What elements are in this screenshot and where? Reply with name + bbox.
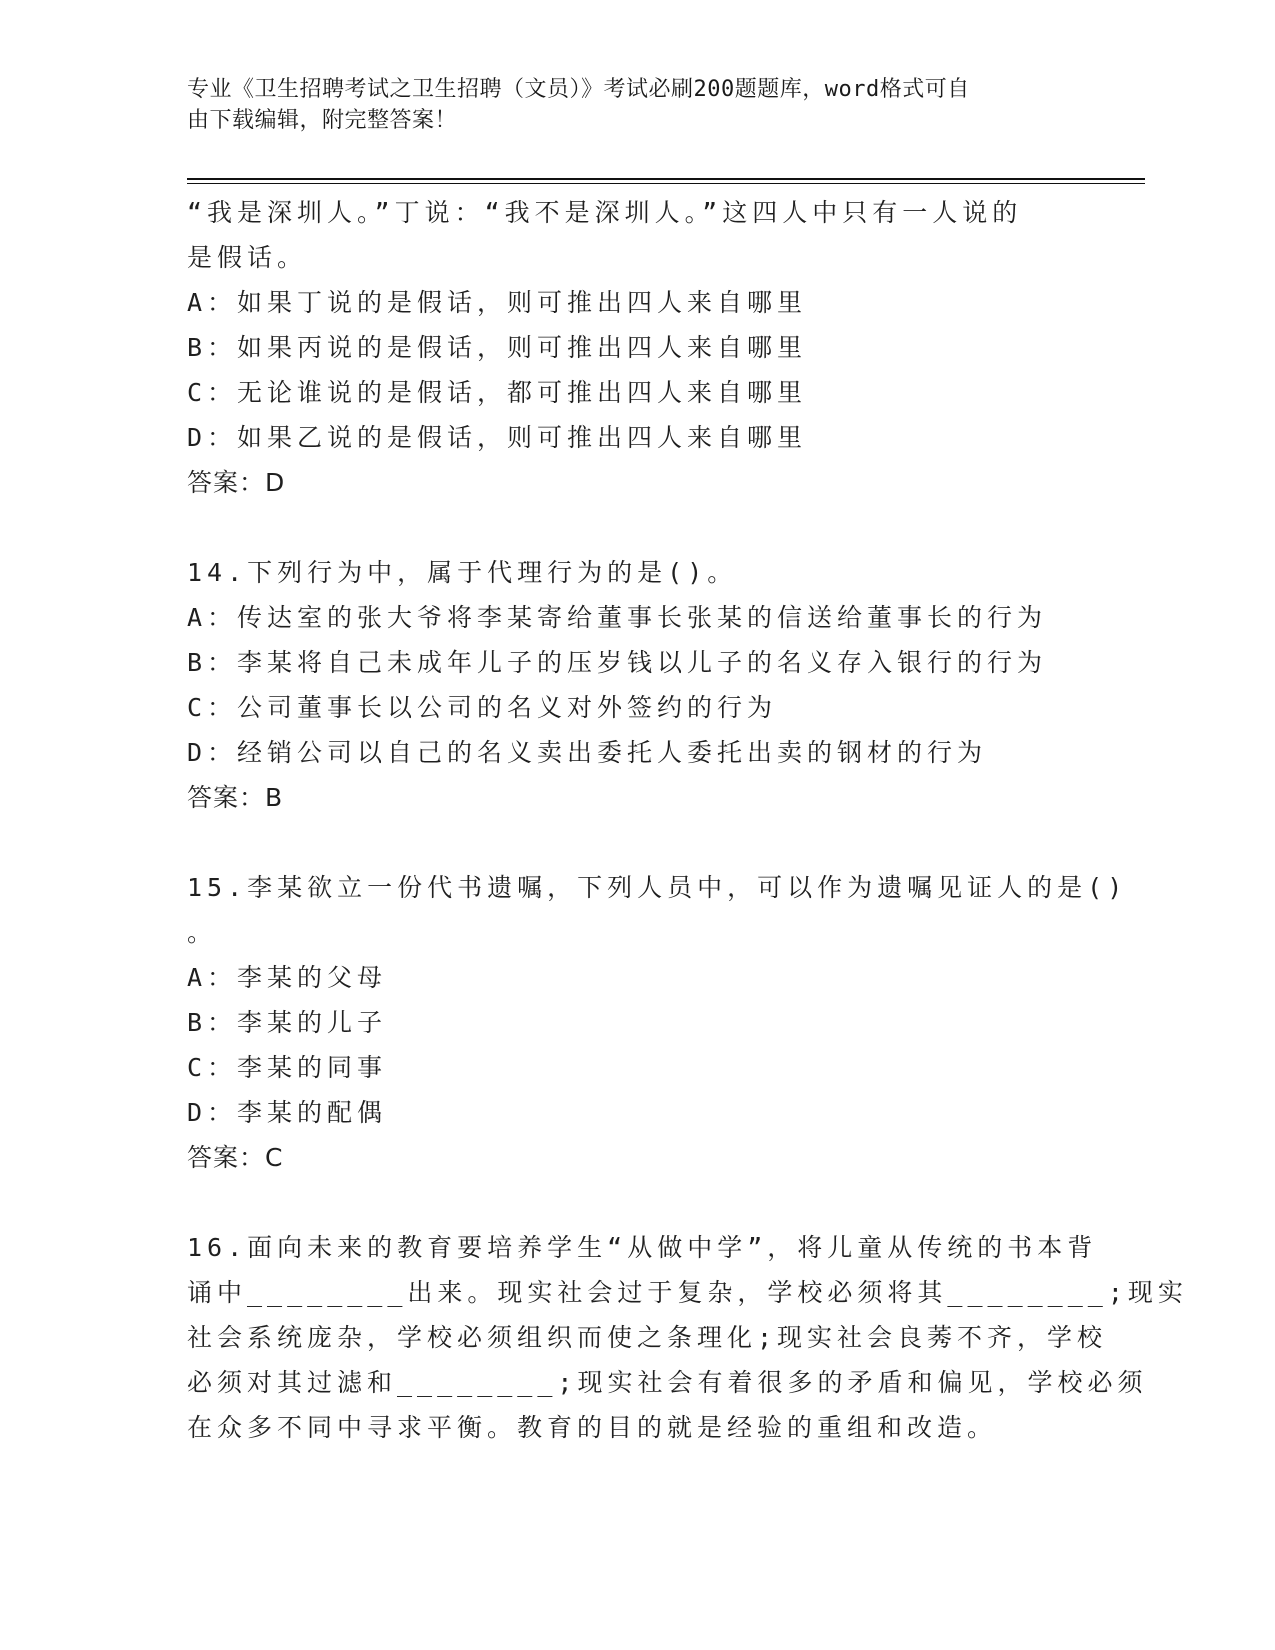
option-b: B：李某的儿子 — [187, 1008, 388, 1037]
spacer — [187, 1180, 1067, 1225]
spacer — [187, 820, 1067, 865]
option-c: C：李某的同事 — [187, 1053, 388, 1082]
question-15 — [187, 865, 1128, 1180]
option-a: A：如果丁说的是假话，则可推出四人来自哪里 — [187, 288, 808, 317]
option-d: D：如果乙说的是假话，则可推出四人来自哪里 — [187, 423, 808, 452]
question-stem: 14.下列行为中，属于代理行为的是()。 — [187, 558, 738, 587]
answer: 答案：D — [187, 468, 286, 497]
question-stem-line: 16.面向未来的教育要培养学生“从做中学”，将儿童从传统的书本背 — [187, 1233, 1098, 1262]
option-c: C：公司董事长以公司的名义对外签约的行为 — [187, 693, 778, 722]
header-divider-thin — [187, 183, 1145, 184]
header-line-2: 由下载编辑，附完整答案！ — [187, 108, 458, 133]
option-d: D：经销公司以自己的名义卖出委托人委托出卖的钢材的行为 — [187, 738, 988, 767]
question-13 — [187, 190, 1067, 505]
spacer — [187, 505, 1067, 550]
question-stem-line: 15.李某欲立一份代书遗嘱，下列人员中，可以作为遗嘱见证人的是() — [187, 873, 1128, 902]
option-a: A：传达室的张大爷将李某寄给董事长张某的信送给董事长的行为 — [187, 603, 1048, 632]
document-body — [187, 190, 1188, 1450]
option-c: C：无论谁说的是假话，都可推出四人来自哪里 — [187, 378, 808, 407]
option-b: B：李某将自己未成年儿子的压岁钱以儿子的名义存入银行的行为 — [187, 648, 1048, 677]
document-header — [187, 74, 1067, 136]
question-stem-line: 是假话。 — [187, 243, 308, 272]
option-b: B：如果丙说的是假话，则可推出四人来自哪里 — [187, 333, 808, 362]
answer: 答案：C — [187, 1143, 284, 1172]
option-d: D：李某的配偶 — [187, 1098, 388, 1127]
header-line-1: 专业《卫生招聘考试之卫生招聘（文员）》考试必刷200题题库，word格式可自 — [187, 77, 970, 102]
question-14 — [187, 550, 1067, 820]
question-stem-line: 必须对其过滤和________;现实社会有着很多的矛盾和偏见，学校必须 — [187, 1368, 1148, 1397]
header-divider-thick — [187, 178, 1145, 180]
question-stem-line: 在众多不同中寻求平衡。教育的目的就是经验的重组和改造。 — [187, 1413, 998, 1442]
question-16 — [187, 1225, 1188, 1450]
question-stem-line: 社会系统庞杂，学校必须组织而使之条理化;现实社会良莠不齐，学校 — [187, 1323, 1108, 1352]
question-stem-line: 。 — [187, 918, 218, 947]
answer: 答案：B — [187, 783, 284, 812]
option-a: A：李某的父母 — [187, 963, 388, 992]
question-stem-line: “我是深圳人。”丁说：“我不是深圳人。”这四人中只有一人说的 — [187, 198, 1023, 227]
question-stem-line: 诵中________出来。现实社会过于复杂，学校必须将其________;现实 — [187, 1278, 1188, 1307]
